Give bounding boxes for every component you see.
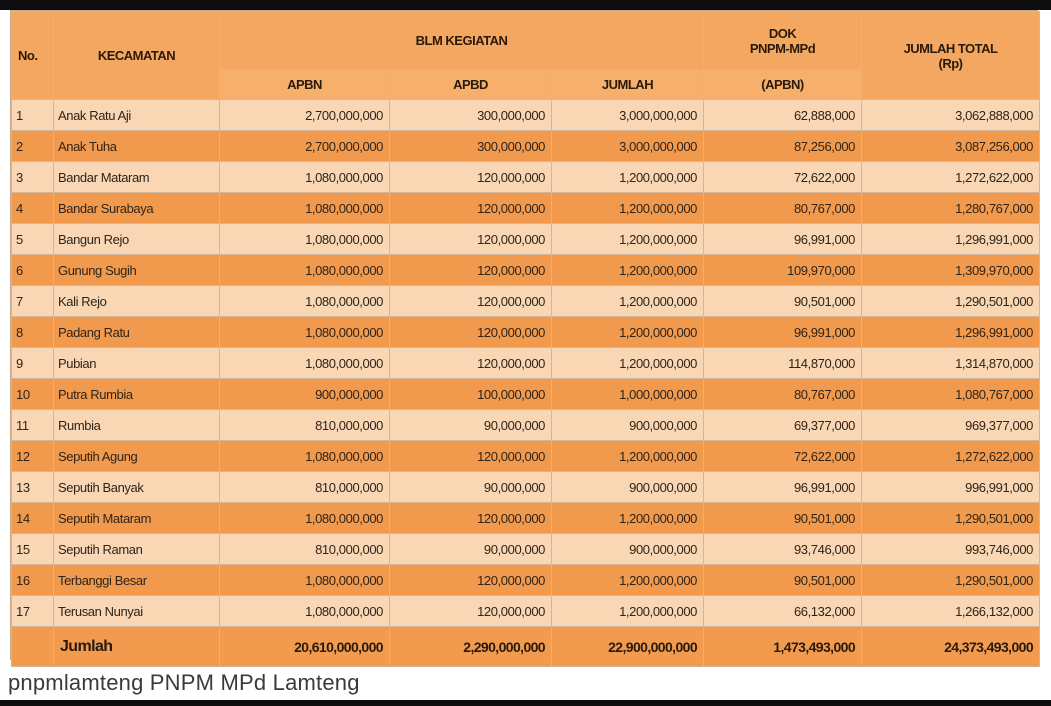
cell-apbn: 1,080,000,000	[220, 503, 390, 534]
table-row	[12, 286, 1040, 317]
header-apbn: APBN	[220, 70, 390, 100]
header-total-line1: JUMLAH TOTAL	[903, 40, 998, 56]
cell-no: 3	[12, 162, 54, 193]
cell-apbn: 1,080,000,000	[220, 255, 390, 286]
cell-jumlah: 1,000,000,000	[552, 379, 704, 410]
cell-no: 13	[12, 472, 54, 503]
cell-dok: 96,991,000	[704, 472, 862, 503]
cell-no: 2	[12, 131, 54, 162]
cell-apbn: 1,080,000,000	[220, 596, 390, 627]
budget-table-container	[10, 10, 1038, 660]
cell-dok: 109,970,000	[704, 255, 862, 286]
cell-total: 996,991,000	[862, 472, 1040, 503]
table-row	[12, 131, 1040, 162]
cell-no: 6	[12, 255, 54, 286]
cell-dok: 90,501,000	[704, 565, 862, 596]
cell-dok: 90,501,000	[704, 286, 862, 317]
cell-jumlah: 1,200,000,000	[552, 255, 704, 286]
header-blm-kegiatan: BLM KEGIATAN	[220, 12, 704, 70]
budget-table	[11, 11, 1040, 667]
cell-jumlah: 1,200,000,000	[552, 286, 704, 317]
cell-no: 9	[12, 348, 54, 379]
cell-apbd: 300,000,000	[390, 100, 552, 131]
header-jumlah-total	[862, 12, 1040, 100]
header-kecamatan: KECAMATAN	[54, 12, 220, 100]
cell-total: 3,062,888,000	[862, 100, 1040, 131]
header-no: No.	[12, 12, 54, 100]
cell-no: 12	[12, 441, 54, 472]
table-row	[12, 379, 1040, 410]
cell-jumlah: 900,000,000	[552, 534, 704, 565]
cell-apbn: 2,700,000,000	[220, 131, 390, 162]
header-total-line2: (Rp)	[938, 55, 963, 71]
cell-total: 969,377,000	[862, 410, 1040, 441]
cell-apbd: 120,000,000	[390, 348, 552, 379]
table-row	[12, 193, 1040, 224]
cell-apbd: 300,000,000	[390, 131, 552, 162]
total-apbd: 2,290,000,000	[390, 627, 552, 667]
cell-apbd: 120,000,000	[390, 224, 552, 255]
table-row	[12, 348, 1040, 379]
cell-no: 17	[12, 596, 54, 627]
cell-apbd: 90,000,000	[390, 410, 552, 441]
header-apbd: APBD	[390, 70, 552, 100]
cell-total: 1,272,622,000	[862, 441, 1040, 472]
cell-apbn: 810,000,000	[220, 472, 390, 503]
table-row	[12, 503, 1040, 534]
cell-apbn: 1,080,000,000	[220, 317, 390, 348]
image-caption: pnpmlamteng PNPM MPd Lamteng	[8, 670, 360, 695]
cell-apbn: 1,080,000,000	[220, 441, 390, 472]
cell-name: Terbanggi Besar	[54, 565, 220, 596]
table-row	[12, 596, 1040, 627]
cell-dok: 96,991,000	[704, 317, 862, 348]
cell-total: 993,746,000	[862, 534, 1040, 565]
cell-apbn: 1,080,000,000	[220, 162, 390, 193]
cell-apbd: 120,000,000	[390, 286, 552, 317]
cell-dok: 93,746,000	[704, 534, 862, 565]
cell-no: 8	[12, 317, 54, 348]
cell-name: Anak Ratu Aji	[54, 100, 220, 131]
cell-jumlah: 900,000,000	[552, 410, 704, 441]
cell-no: 1	[12, 100, 54, 131]
cell-name: Putra Rumbia	[54, 379, 220, 410]
cell-total: 1,314,870,000	[862, 348, 1040, 379]
cell-no: 4	[12, 193, 54, 224]
cell-apbn: 1,080,000,000	[220, 348, 390, 379]
cell-dok: 114,870,000	[704, 348, 862, 379]
table-row	[12, 441, 1040, 472]
table-body	[12, 100, 1040, 627]
cell-apbd: 100,000,000	[390, 379, 552, 410]
cell-dok: 62,888,000	[704, 100, 862, 131]
cell-name: Terusan Nunyai	[54, 596, 220, 627]
table-row	[12, 565, 1040, 596]
cell-total: 1,296,991,000	[862, 317, 1040, 348]
cell-dok: 66,132,000	[704, 596, 862, 627]
cell-total: 1,296,991,000	[862, 224, 1040, 255]
cell-name: Seputih Raman	[54, 534, 220, 565]
cell-total: 1,309,970,000	[862, 255, 1040, 286]
cell-no: 11	[12, 410, 54, 441]
cell-name: Kali Rejo	[54, 286, 220, 317]
cell-dok: 80,767,000	[704, 379, 862, 410]
cell-dok: 69,377,000	[704, 410, 862, 441]
cell-jumlah: 3,000,000,000	[552, 100, 704, 131]
cell-name: Seputih Agung	[54, 441, 220, 472]
cell-no: 15	[12, 534, 54, 565]
cell-name: Bandar Surabaya	[54, 193, 220, 224]
cell-name: Padang Ratu	[54, 317, 220, 348]
cell-apbd: 90,000,000	[390, 472, 552, 503]
cell-name: Bangun Rejo	[54, 224, 220, 255]
cell-no: 7	[12, 286, 54, 317]
cell-apbd: 120,000,000	[390, 565, 552, 596]
cell-no: 5	[12, 224, 54, 255]
cell-jumlah: 1,200,000,000	[552, 317, 704, 348]
cell-total: 3,087,256,000	[862, 131, 1040, 162]
total-label: Jumlah	[54, 627, 220, 667]
cell-total: 1,272,622,000	[862, 162, 1040, 193]
cell-total: 1,080,767,000	[862, 379, 1040, 410]
header-jumlah: JUMLAH	[552, 70, 704, 100]
cell-jumlah: 1,200,000,000	[552, 162, 704, 193]
cell-dok: 87,256,000	[704, 131, 862, 162]
cell-name: Gunung Sugih	[54, 255, 220, 286]
cell-apbn: 810,000,000	[220, 534, 390, 565]
cell-jumlah: 1,200,000,000	[552, 348, 704, 379]
cell-apbn: 1,080,000,000	[220, 286, 390, 317]
cell-jumlah: 1,200,000,000	[552, 596, 704, 627]
cell-jumlah: 1,200,000,000	[552, 224, 704, 255]
cell-apbn: 900,000,000	[220, 379, 390, 410]
table-row	[12, 534, 1040, 565]
cell-apbd: 120,000,000	[390, 162, 552, 193]
total-row	[12, 627, 1040, 667]
total-dok: 1,473,493,000	[704, 627, 862, 667]
cell-total: 1,280,767,000	[862, 193, 1040, 224]
cell-dok: 72,622,000	[704, 162, 862, 193]
cell-jumlah: 1,200,000,000	[552, 193, 704, 224]
header-dok	[704, 12, 862, 70]
cell-name: Anak Tuha	[54, 131, 220, 162]
cell-dok: 80,767,000	[704, 193, 862, 224]
header-dok-apbn: (APBN)	[704, 70, 862, 100]
cell-name: Seputih Banyak	[54, 472, 220, 503]
cell-apbd: 120,000,000	[390, 596, 552, 627]
cell-apbd: 120,000,000	[390, 441, 552, 472]
cell-name: Seputih Mataram	[54, 503, 220, 534]
table-row	[12, 162, 1040, 193]
cell-apbn: 1,080,000,000	[220, 565, 390, 596]
cell-apbd: 120,000,000	[390, 503, 552, 534]
top-border	[0, 0, 1051, 10]
cell-dok: 96,991,000	[704, 224, 862, 255]
table-row	[12, 410, 1040, 441]
table-header	[12, 12, 1040, 100]
cell-name: Bandar Mataram	[54, 162, 220, 193]
cell-jumlah: 3,000,000,000	[552, 131, 704, 162]
header-dok-line1: DOK	[768, 25, 797, 41]
cell-apbd: 90,000,000	[390, 534, 552, 565]
cell-total: 1,290,501,000	[862, 286, 1040, 317]
header-dok-line2: PNPM-MPd	[749, 40, 816, 56]
cell-no: 16	[12, 565, 54, 596]
cell-total: 1,266,132,000	[862, 596, 1040, 627]
cell-jumlah: 900,000,000	[552, 472, 704, 503]
bottom-border	[0, 700, 1051, 706]
table-row	[12, 224, 1040, 255]
table-footer	[12, 627, 1040, 667]
total-no-cell	[12, 627, 54, 667]
cell-apbd: 120,000,000	[390, 317, 552, 348]
cell-apbn: 2,700,000,000	[220, 100, 390, 131]
cell-apbn: 1,080,000,000	[220, 193, 390, 224]
cell-apbd: 120,000,000	[390, 255, 552, 286]
total-jumlah: 22,900,000,000	[552, 627, 704, 667]
cell-apbn: 1,080,000,000	[220, 224, 390, 255]
cell-apbd: 120,000,000	[390, 193, 552, 224]
table-row	[12, 255, 1040, 286]
cell-dok: 90,501,000	[704, 503, 862, 534]
cell-total: 1,290,501,000	[862, 503, 1040, 534]
cell-name: Rumbia	[54, 410, 220, 441]
cell-no: 14	[12, 503, 54, 534]
cell-name: Pubian	[54, 348, 220, 379]
cell-jumlah: 1,200,000,000	[552, 503, 704, 534]
cell-no: 10	[12, 379, 54, 410]
table-row	[12, 472, 1040, 503]
total-grand: 24,373,493,000	[862, 627, 1040, 667]
cell-apbn: 810,000,000	[220, 410, 390, 441]
table-row	[12, 317, 1040, 348]
cell-jumlah: 1,200,000,000	[552, 565, 704, 596]
cell-total: 1,290,501,000	[862, 565, 1040, 596]
total-apbn: 20,610,000,000	[220, 627, 390, 667]
cell-dok: 72,622,000	[704, 441, 862, 472]
cell-jumlah: 1,200,000,000	[552, 441, 704, 472]
table-row	[12, 100, 1040, 131]
